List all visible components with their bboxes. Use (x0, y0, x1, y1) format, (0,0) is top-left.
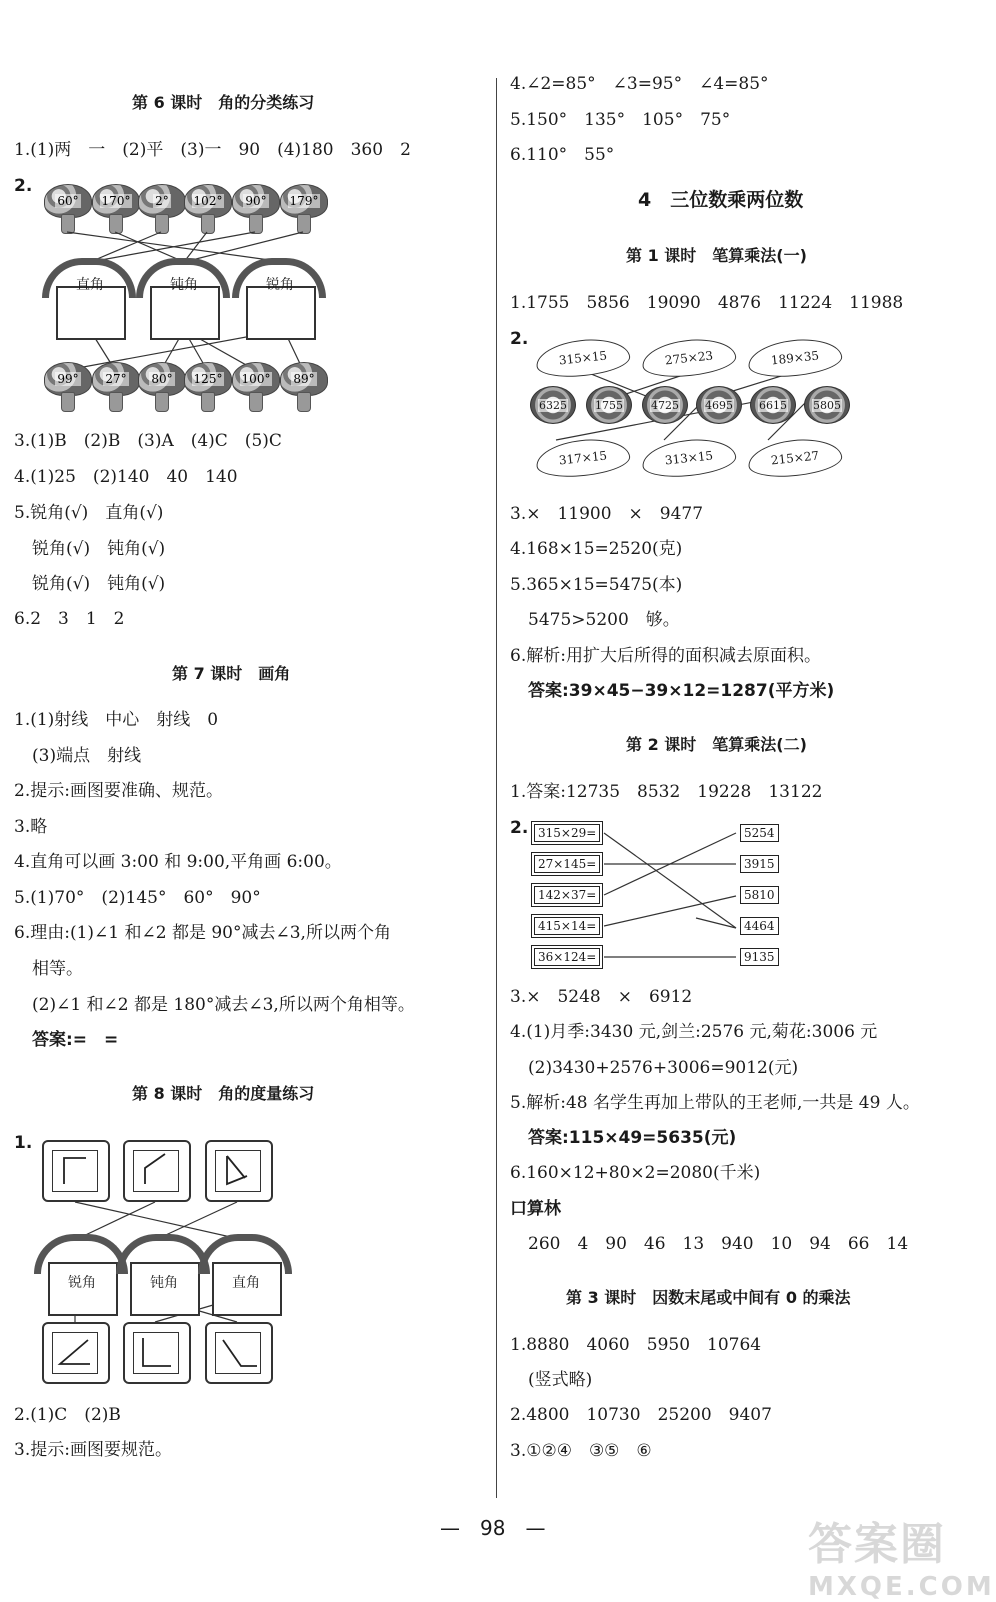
r2-q6: 6.160×12+80×2=2080(千米) (510, 1163, 761, 1183)
page-number: — 98 — (440, 1516, 546, 1540)
l6-q5b: 锐角(√) 钝角(√) (32, 539, 166, 559)
r2-q5a: 5.解析:48 名学生再加上带队的王老师,一共是 49 人。 (510, 1093, 920, 1113)
r1-q4: 4.168×15=2520(克) (510, 539, 683, 559)
l6-q5a: 5.锐角(√) 直角(√) (14, 503, 164, 523)
leaf-card: 313×15 (640, 435, 737, 481)
l7-q4: 4.直角可以画 3:00 和 9:00,平角画 6:00。 (14, 852, 342, 872)
mushroom: 99° (44, 362, 90, 412)
house-obtuse-angle: 钝角 (136, 258, 232, 338)
mushroom: 89° (280, 362, 326, 412)
r1-q6b: 答案:39×45−39×12=1287(平方米) (528, 681, 835, 701)
mushroom: 170° (92, 184, 138, 234)
l7-q6d: 答案:= = (32, 1030, 119, 1050)
answer-cloud: 6615 (750, 386, 796, 424)
r2-q1: 1.答案:12735 8532 19228 13122 (510, 782, 823, 802)
house-right: 直角 (198, 1234, 294, 1314)
l7-q1a: 1.(1)射线 中心 射线 0 (14, 710, 219, 730)
lesson8-title: 第 8 课时 角的度量练习 (132, 1084, 315, 1103)
house-acute-angle: 锐角 (232, 258, 328, 338)
r1-q3: 3.× 11900 × 9477 (510, 504, 704, 524)
r1-q6a: 6.解析:用扩大后所得的面积减去原面积。 (510, 646, 821, 666)
l7-q6c: (2)∠1 和∠2 都是 180°减去∠3,所以两个角相等。 (32, 995, 415, 1015)
l6-q4: 4.(1)25 (2)140 40 140 (14, 467, 238, 487)
leaf-card: 275×23 (640, 335, 737, 381)
mental-math-title: 口算林 (510, 1199, 561, 1219)
l6-q1: 1.(1)两 一 (2)平 (3)一 90 (4)180 360 2 (14, 140, 411, 160)
leaf-card: 189×35 (746, 335, 843, 381)
answer-cloud: 4725 (642, 386, 688, 424)
r-lesson1-title: 第 1 课时 笔算乘法(一) (626, 246, 807, 265)
answer-box: 5810 (740, 886, 779, 904)
expression-box: 27×145= (534, 855, 600, 873)
angle-card-obtuse (123, 1140, 191, 1202)
mushroom: 2° (138, 184, 184, 234)
answer-cloud: 1755 (586, 386, 632, 424)
lesson6-title: 第 6 课时 角的分类练习 (132, 93, 315, 112)
answer-box: 4464 (740, 917, 779, 935)
unit-title: 4 三位数乘两位数 (638, 189, 804, 211)
mental-math-answers: 260 4 90 46 13 940 10 94 66 14 (528, 1234, 909, 1254)
expression-box: 415×14= (534, 917, 600, 935)
l7-q6a: 6.理由:(1)∠1 和∠2 都是 90°减去∠3,所以两个角 (14, 923, 391, 943)
expression-box: 142×37= (534, 886, 600, 904)
answer-cloud: 6325 (530, 386, 576, 424)
mushroom: 179° (280, 184, 326, 234)
l6-q2-label: 2. (14, 176, 33, 196)
r-lesson3-title: 第 3 课时 因数末尾或中间有 0 的乘法 (566, 1288, 851, 1307)
answer-cloud: 4695 (696, 386, 742, 424)
r-q4: 4.∠2=85° ∠3=95° ∠4=85° (510, 74, 769, 94)
r2-q2-label: 2. (510, 818, 529, 838)
angle-card-right2 (123, 1322, 191, 1384)
r-q6: 6.110° 55° (510, 145, 615, 165)
l7-q6b: 相等。 (32, 959, 83, 979)
angle-card-obtuse2 (205, 1322, 273, 1384)
mushroom: 100° (232, 362, 278, 412)
house-obtuse: 钝角 (116, 1234, 212, 1314)
r-q5: 5.150° 135° 105° 75° (510, 110, 731, 130)
r3-q1: 1.8880 4060 5950 10764 (510, 1335, 762, 1355)
l6-q3: 3.(1)B (2)B (3)A (4)C (5)C (14, 431, 282, 451)
answer-cloud: 5805 (804, 386, 850, 424)
r2-q4a: 4.(1)月季:3430 元,剑兰:2576 元,菊花:3006 元 (510, 1022, 878, 1042)
leaf-card: 215×27 (746, 435, 843, 481)
l7-q5: 5.(1)70° (2)145° 60° 90° (14, 888, 261, 908)
r2-q3: 3.× 5248 × 6912 (510, 987, 693, 1007)
r-lesson2-title: 第 2 课时 笔算乘法(二) (626, 735, 807, 754)
answer-box: 9135 (740, 948, 779, 966)
house-acute: 锐角 (34, 1234, 130, 1314)
r1-q5b: 5475>5200 够。 (528, 610, 680, 630)
angle-card-acute (205, 1140, 273, 1202)
leaf-card: 317×15 (534, 435, 631, 481)
r3-q1b: (竖式略) (528, 1370, 593, 1390)
answer-box: 5254 (740, 824, 779, 842)
l6-q6: 6.2 3 1 2 (14, 609, 125, 629)
mushroom: 90° (232, 184, 278, 234)
r1-q5a: 5.365×15=5475(本) (510, 575, 683, 595)
mushroom: 27° (92, 362, 138, 412)
mushroom: 102° (184, 184, 230, 234)
l8-q2: 2.(1)C (2)B (14, 1405, 121, 1425)
lesson7-title: 第 7 课时 画角 (172, 664, 291, 683)
l8-q3: 3.提示:画图要规范。 (14, 1440, 172, 1460)
angle-card-right (42, 1140, 110, 1202)
r2-q4b: (2)3430+2576+3006=9012(元) (528, 1058, 799, 1078)
mushroom: 60° (44, 184, 90, 234)
answer-box: 3915 (740, 855, 779, 873)
expression-box: 315×29= (534, 824, 600, 842)
l8-q1-label: 1. (14, 1133, 33, 1153)
r1-q2-label: 2. (510, 329, 529, 349)
l7-q1b: (3)端点 射线 (32, 746, 142, 766)
leaf-card: 315×15 (534, 335, 631, 381)
mushroom: 125° (184, 362, 230, 412)
l7-q2: 2.提示:画图要准确、规范。 (14, 781, 223, 801)
l7-q3: 3.略 (14, 817, 48, 837)
l6-q5c: 锐角(√) 钝角(√) (32, 574, 166, 594)
watermark-logo: 答案圈 MXQE.COM (808, 1519, 995, 1602)
r1-q1: 1.1755 5856 19090 4876 11224 11988 (510, 293, 904, 313)
mushroom: 80° (138, 362, 184, 412)
expression-box: 36×124= (534, 948, 600, 966)
r2-q5b: 答案:115×49=5635(元) (528, 1128, 737, 1148)
r3-q2: 2.4800 10730 25200 9407 (510, 1405, 772, 1425)
house-right-angle: 直角 (42, 258, 138, 338)
column-divider (496, 78, 497, 1498)
r3-q3: 3.①②④ ③⑤ ⑥ (510, 1441, 652, 1461)
angle-card-acute2 (42, 1322, 110, 1384)
